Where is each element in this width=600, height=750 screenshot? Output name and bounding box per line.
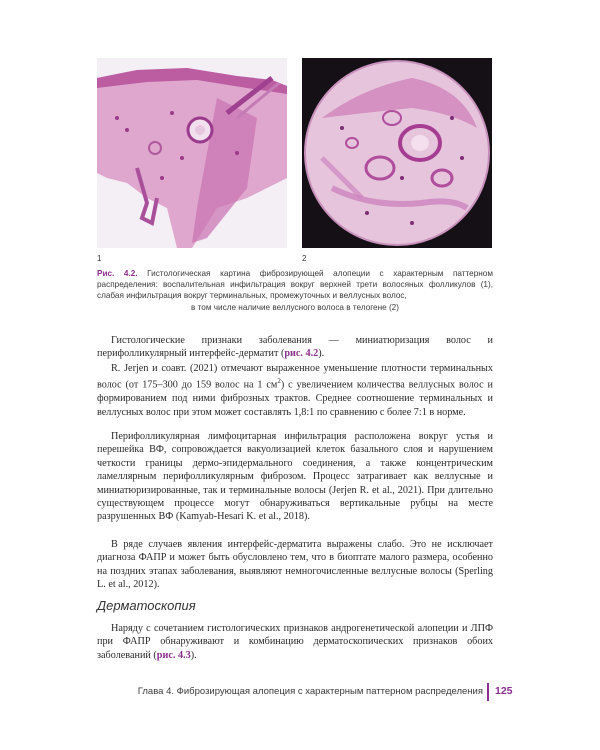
paragraph-2-text: R. Jerjen и соавт. (2021) отмечают выраженное уменьшение плотности терминальных волос (от 175–300 до 159 волос на 1 см xyxy=(97,363,493,391)
paragraph-5 xyxy=(97,622,493,662)
caption-label: Рис. 4.2. xyxy=(97,269,138,278)
figure-caption xyxy=(97,268,493,313)
figure-panel-number-2: 2 xyxy=(302,254,307,263)
caption-text: Гистологическая картина фиброзирующей алопеции с характерным паттерном распределения: воспалительная инфильтрация вокруг верхней трети волосяных фолликулов (1), слабая инфильтрация вокруг терминальных, промежуточных и веллусных волос, xyxy=(97,269,493,301)
paragraph-5-text: Наряду с сочетанием гистологических признаков андрогенетической алопеции и ЛПФ при ФАПР обнаруживают и комбинацию дерматоскопических признаков обоих заболеваний ( xyxy=(97,623,493,661)
superscript-2: 2 xyxy=(277,377,281,386)
figure-reference-4-3[interactable]: рис. 4.3 xyxy=(156,649,191,661)
histology-image-1 xyxy=(97,58,287,248)
paragraph-1-text: Гистологические признаки заболевания — миниатюризация волос и перифолликулярный интерфейс-дерматит ( xyxy=(97,335,493,360)
figure-panel-number-1: 1 xyxy=(97,254,102,263)
paragraph-2 xyxy=(97,362,493,419)
paragraph-4-text: В ряде случаев явления интерфейс-дерматита выражены слабо. Это не исключает диагноза ФАПР и может быть обусловлено тем, что в биоптате малого размера, особенно на поздних этапах заболевания, выявляют немногочисленные веллусные волосы (Sperling L. et al., 2012). xyxy=(97,539,493,591)
caption-text-last-line: в том числе наличие веллусного волоса в телогене (2) xyxy=(191,302,399,312)
paragraph-1-end: ). xyxy=(318,348,325,360)
footer-divider xyxy=(487,683,489,701)
paragraph-4 xyxy=(97,538,493,592)
paragraph-5-end: ). xyxy=(190,649,197,661)
paragraph-1 xyxy=(97,334,493,361)
histology-image-2-drawing xyxy=(302,58,492,248)
page-footer xyxy=(0,683,600,701)
paragraph-3-text: Перифолликулярная лимфоцитарная инфильтрация расположена вокруг устья и перешейка ВФ, сопровождается вакуолизацией клеток базального слоя и нарушением четкости границы дермо-эпидермального соединения, а также концентрическим ламеллярным перифолликулярным фиброзом. Процесс затрагивает как веллусные и миниатюризированные, так и терминальные волосы (Jerjen R. et al., 2021). При длительно существующем процессе могут обнаруживаться вертикальные рубцы на месте разрушенных ВФ (Kamyab-Hesari K. et al., 2018). xyxy=(97,431,493,523)
page-number: 125 xyxy=(495,685,513,697)
histology-image-1-drawing xyxy=(97,58,287,248)
paragraph-3 xyxy=(97,430,493,524)
figure-reference-4-2[interactable]: рис. 4.2 xyxy=(284,348,319,360)
paragraph-2-end: ) с увеличением количества веллусных волос и формированием под ними фиброзных трактов. Среднее соотношение терминальных и веллусных волос при этом может составлять 1,8:1 по сравнению с более 7:1 в норме. xyxy=(97,379,493,418)
section-title: Дерматоскопия xyxy=(97,598,196,613)
chapter-title: Глава 4. Фиброзирующая алопеция с характерным паттерном распределения xyxy=(137,686,483,697)
histology-image-2 xyxy=(302,58,492,248)
